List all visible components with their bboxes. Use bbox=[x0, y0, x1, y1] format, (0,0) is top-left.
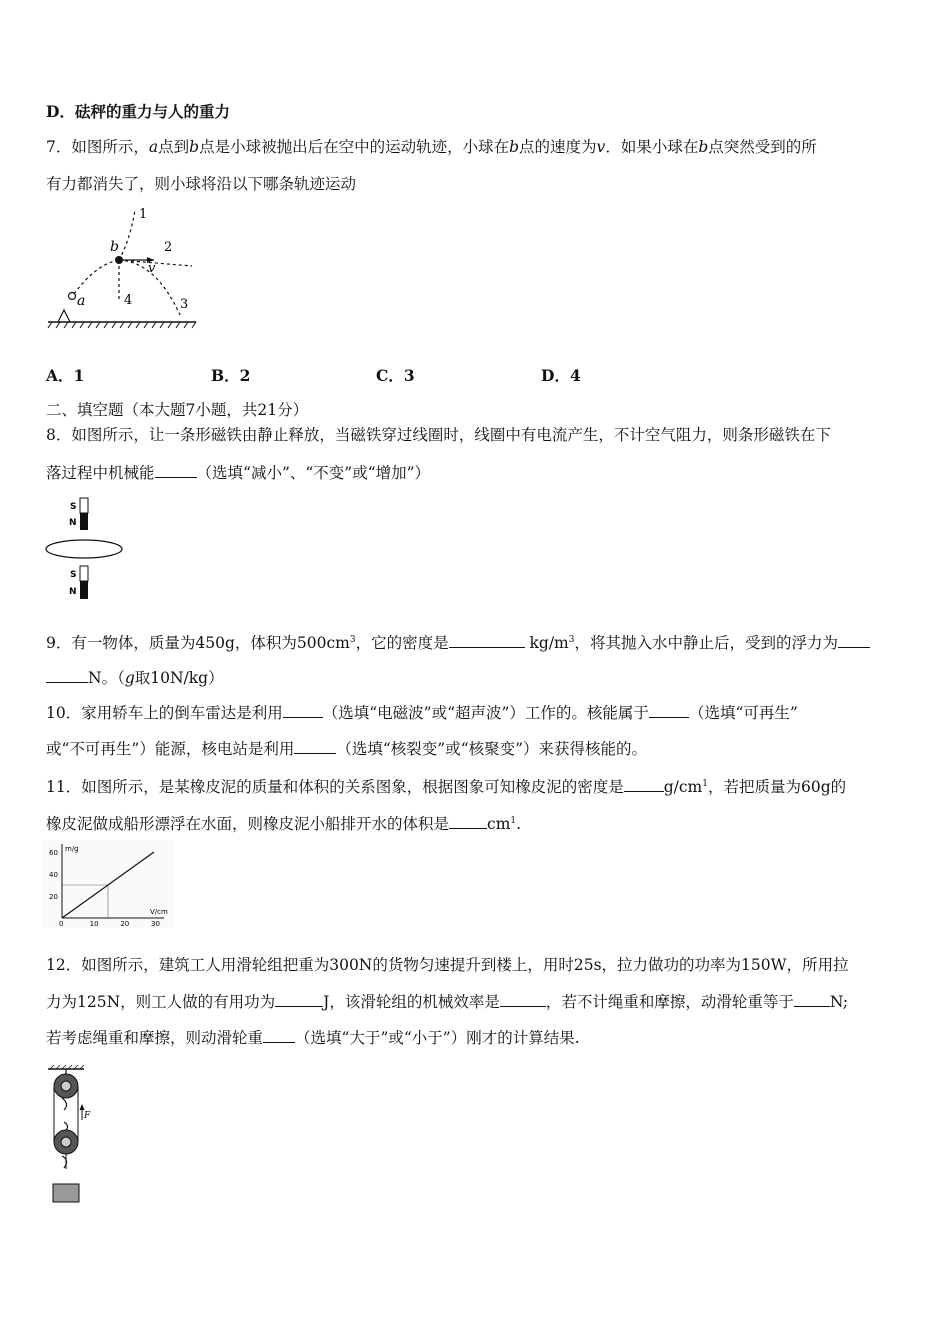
q11-exponent: 1 bbox=[702, 779, 708, 789]
q10-text: （选填“电磁波”或“超声波”）工作的。核能属于 bbox=[322, 704, 649, 722]
x-axis-label: V/cm bbox=[150, 908, 168, 916]
q8-stem-line2 bbox=[46, 462, 430, 483]
q12-compare-blank[interactable] bbox=[263, 1027, 295, 1043]
q12-stem-line1: 12．如图所示，建筑工人用滑轮组把重为300N的货物匀速提升到楼上，用时25s，拉力做功的功率为150W，所用拉 bbox=[46, 956, 849, 974]
q7-var-b: b bbox=[698, 138, 709, 156]
label-1: 1 bbox=[139, 207, 148, 222]
q10-text: （选填“可再生” bbox=[688, 704, 798, 722]
ground-hatching bbox=[48, 322, 196, 328]
label-n: N bbox=[69, 518, 77, 528]
q9-text: ，将其抛入水中静止后，受到的浮力为 bbox=[574, 634, 839, 653]
q7-option-d: D．4 bbox=[541, 366, 581, 385]
label-s: S bbox=[70, 570, 77, 580]
q10-stem-line1 bbox=[46, 702, 798, 723]
ball-b-icon bbox=[115, 256, 123, 264]
q11-density-blank[interactable] bbox=[624, 776, 664, 792]
q12-pulley-figure bbox=[44, 1064, 91, 1204]
q11-exponent: 1 bbox=[510, 816, 517, 826]
q7-option-a: A．1 bbox=[46, 366, 85, 385]
q12-text: N; bbox=[829, 993, 849, 1011]
q11-text: g/cm bbox=[663, 778, 703, 797]
q7-stem-line1 bbox=[46, 137, 817, 157]
label-a: a bbox=[77, 293, 86, 309]
q11-stem-line1 bbox=[46, 774, 846, 797]
q9-text: 取10N/kg） bbox=[134, 669, 224, 687]
q8-stem-line1: 8．如图所示，让一条形磁铁由静止释放，当磁铁穿过线圈时，线圈中有电流产生，不计空气阻力，则条形磁铁在下 bbox=[46, 426, 831, 444]
q9-buoyancy-blank-cont[interactable] bbox=[46, 667, 88, 683]
q7-option-b: B．2 bbox=[211, 366, 251, 385]
q11-text: . bbox=[516, 815, 522, 834]
q12-stem-line2 bbox=[46, 991, 848, 1012]
x-tick-label: 0 bbox=[59, 920, 64, 928]
q8-text: 落过程中机械能 bbox=[46, 464, 155, 482]
q6-option-d: D．砝秤的重力与人的重力 bbox=[46, 102, 230, 121]
q11-volume-blank[interactable] bbox=[449, 813, 487, 829]
q10-energy-blank[interactable] bbox=[649, 702, 689, 718]
q9-density-blank[interactable] bbox=[449, 632, 525, 648]
q7-text: 点的速度为 bbox=[519, 138, 597, 156]
q7-text: 7．如图所示， bbox=[46, 138, 149, 156]
magnet2-s-pole bbox=[80, 566, 88, 581]
q8-magnet-coil-figure bbox=[44, 496, 126, 606]
x-tick-label: 10 bbox=[89, 920, 99, 928]
q8-answer-blank[interactable] bbox=[155, 462, 197, 478]
q10-text: 或“不可再生”）能源，核电站是利用 bbox=[46, 740, 295, 758]
q9-exponent: 3 bbox=[568, 635, 575, 645]
y-tick-label: 60 bbox=[49, 849, 58, 857]
movable-pulley-hub bbox=[61, 1137, 71, 1147]
q12-text: （选填“大于”或“小于”）刚才的计算结果. bbox=[295, 1029, 580, 1047]
q11-text: 橡皮泥做成船形漂浮在水面，则橡皮泥小船排开水的体积是 bbox=[46, 815, 450, 834]
q7-text: ．如果小球在 bbox=[605, 138, 699, 156]
arrowhead-icon bbox=[80, 1104, 85, 1110]
q12-work-blank[interactable] bbox=[275, 991, 323, 1007]
q11-text: cm bbox=[487, 815, 511, 834]
label-4: 4 bbox=[124, 293, 133, 308]
q9-text: kg/m bbox=[524, 634, 569, 653]
q7-text: 点是小球被抛出后在空中的运动轨迹，小球在 bbox=[199, 138, 510, 156]
q7-text: 点到 bbox=[158, 138, 190, 156]
q12-text: 若考虑绳重和摩擦，则动滑轮重 bbox=[46, 1029, 264, 1047]
path-1 bbox=[119, 210, 135, 260]
q7-option-c: C．3 bbox=[376, 366, 415, 385]
q12-text: J，该滑轮组的机械效率是 bbox=[323, 993, 500, 1011]
path-a-to-b bbox=[74, 260, 119, 294]
hook-icon bbox=[62, 1098, 67, 1110]
q7-var-b: b bbox=[509, 138, 520, 156]
q7-text: 点突然受到的所 bbox=[708, 138, 817, 156]
q12-text: ，若不计绳重和摩擦，动滑轮重等于 bbox=[545, 993, 794, 1011]
q7-var-v: v bbox=[596, 138, 606, 156]
q11-text: 11．如图所示，是某橡皮泥的质量和体积的关系图象，根据图象可知橡皮泥的密度是 bbox=[46, 778, 624, 797]
label-s: S bbox=[70, 502, 77, 512]
label-3: 3 bbox=[180, 297, 189, 312]
path-2 bbox=[119, 260, 192, 266]
q12-text: 力为125N，则工人做的有用功为 bbox=[46, 993, 276, 1011]
magnet-s-pole bbox=[80, 498, 88, 513]
q9-text: N。（ bbox=[88, 669, 125, 687]
label-v: v bbox=[148, 261, 156, 276]
q7-var-b: b bbox=[189, 138, 200, 156]
x-tick-label: 20 bbox=[120, 920, 130, 928]
cargo-block bbox=[53, 1184, 79, 1202]
label-b: b bbox=[110, 239, 119, 255]
x-tick-label: 30 bbox=[151, 920, 160, 928]
q8-text: （选填“减小”、“不变”或“增加”） bbox=[196, 464, 431, 482]
q10-stem-line2 bbox=[46, 738, 647, 759]
q10-nuclear-blank[interactable] bbox=[294, 738, 336, 754]
q9-stem-line2 bbox=[46, 667, 224, 688]
q10-text: 10．家用轿车上的倒车雷达是利用 bbox=[46, 704, 283, 722]
launcher-icon bbox=[58, 310, 70, 322]
q11-stem-line2 bbox=[46, 811, 521, 834]
q9-text: ，它的密度是 bbox=[355, 634, 449, 653]
q12-pulley-weight-blank[interactable] bbox=[794, 991, 830, 1007]
coil-ring bbox=[46, 540, 122, 558]
q11-mass-volume-chart bbox=[42, 840, 174, 928]
q12-efficiency-blank[interactable] bbox=[500, 991, 546, 1007]
q9-var-g: g bbox=[124, 669, 135, 687]
section-title: 二、填空题（本大题7小题，共21分） bbox=[46, 401, 309, 419]
q9-text: 9．有一物体，质量为450g，体积为500cm bbox=[46, 634, 350, 653]
y-axis-label: m/g bbox=[65, 845, 79, 853]
q11-text: ，若把质量为60g的 bbox=[708, 778, 847, 797]
q12-stem-line3 bbox=[46, 1027, 580, 1048]
hook-icon bbox=[64, 1122, 68, 1130]
fixed-pulley-hub bbox=[61, 1081, 71, 1091]
q7-var-a: a bbox=[148, 138, 159, 156]
q9-stem-line1 bbox=[46, 630, 870, 653]
q7-trajectory-figure bbox=[44, 202, 204, 330]
y-tick-label: 20 bbox=[49, 893, 58, 901]
force-label: F bbox=[84, 1111, 91, 1121]
q9-exponent: 3 bbox=[349, 635, 356, 645]
label-2: 2 bbox=[164, 240, 173, 255]
q10-text: （选填“核裂变”或“核聚变”）来获得核能的。 bbox=[336, 740, 648, 758]
magnet-n-pole bbox=[80, 513, 88, 530]
magnet2-n-pole bbox=[80, 581, 88, 599]
y-tick-label: 40 bbox=[49, 871, 58, 879]
q7-stem-line2: 有力都消失了，则小球将沿以下哪条轨迹运动 bbox=[46, 175, 357, 193]
q9-buoyancy-blank[interactable] bbox=[838, 632, 870, 648]
q10-radar-blank[interactable] bbox=[283, 702, 323, 718]
label-n: N bbox=[69, 587, 77, 597]
